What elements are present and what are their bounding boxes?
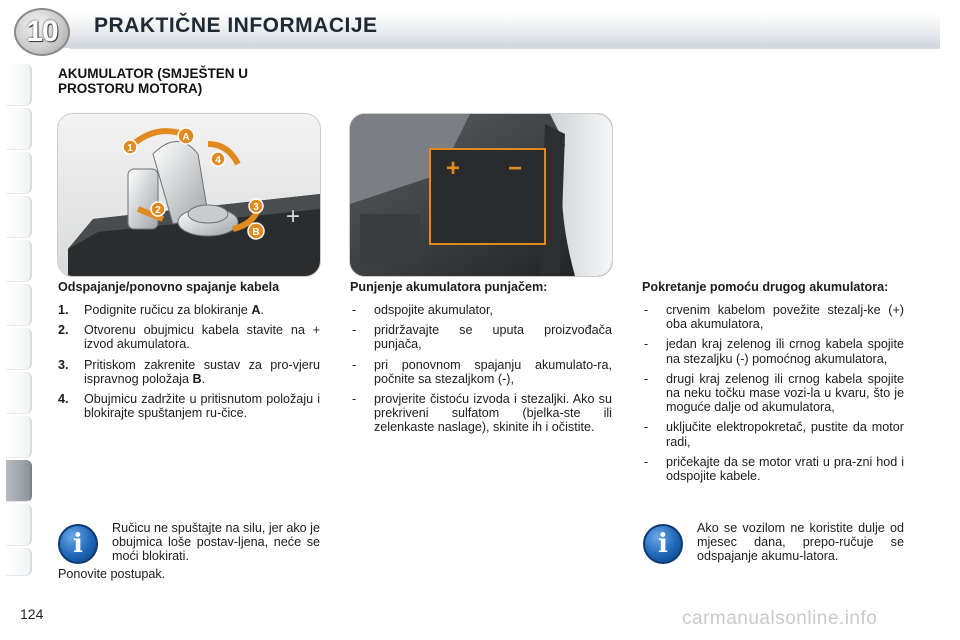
list-item bbox=[642, 455, 904, 483]
step-text: Obujmicu zadržite u pritisnutom položaju i blokirajte spuštanjem ru-čice. bbox=[84, 392, 320, 421]
info-icon: i bbox=[643, 524, 683, 564]
list-item bbox=[58, 358, 320, 386]
chapter-tab[interactable] bbox=[6, 152, 32, 194]
plus-mark: + bbox=[286, 203, 301, 230]
dash-bullet: - bbox=[352, 323, 357, 338]
info-note-followup: Ponovite postupak. bbox=[58, 567, 166, 581]
dash-bullet: - bbox=[644, 371, 649, 386]
charging-section bbox=[350, 280, 612, 441]
battery-clamp-illustration bbox=[57, 113, 321, 277]
step-text: Podignite ručicu za blokiranje bbox=[84, 303, 252, 317]
callout-b bbox=[248, 223, 264, 239]
page-number: 124 bbox=[20, 606, 44, 622]
callout-3 bbox=[249, 199, 263, 213]
page-header bbox=[0, 0, 960, 56]
callout-2 bbox=[151, 202, 165, 216]
item-text: crvenim kabelom povežite stezalj-ke (+) oba akumulatora, bbox=[666, 303, 904, 332]
item-text: pridržavajte se uputa proizvođača punjača, bbox=[374, 323, 612, 352]
svg-text:4: 4 bbox=[215, 155, 221, 166]
negative-terminal-mark: − bbox=[508, 155, 523, 182]
step-text-bold: B bbox=[192, 371, 202, 386]
chapter-tabs bbox=[0, 64, 36, 576]
section-title bbox=[58, 66, 338, 96]
chapter-title: PRAKTIČNE INFORMACIJE bbox=[94, 14, 378, 37]
chapter-tab[interactable] bbox=[6, 64, 32, 106]
disconnect-reconnect-section bbox=[58, 280, 320, 426]
section-heading: Pokretanje pomoću drugog akumulatora: bbox=[642, 280, 889, 294]
section-heading: Punjenje akumulatora punjačem: bbox=[350, 280, 548, 294]
item-text: odspojite akumulator, bbox=[374, 303, 494, 317]
section-heading: Odspajanje/ponovno spajanje kabela bbox=[58, 280, 280, 294]
chapter-tab[interactable] bbox=[6, 328, 32, 370]
list-item bbox=[350, 358, 612, 386]
dash-bullet: - bbox=[644, 337, 649, 352]
chapter-tab[interactable] bbox=[6, 196, 32, 238]
step-text-bold: A bbox=[251, 303, 261, 317]
list-item bbox=[350, 392, 612, 435]
chapter-tab[interactable] bbox=[6, 108, 32, 150]
step-number: 4. bbox=[58, 392, 69, 407]
step-text: Pritiskom zakrenite sustav za pro-vjeru ispravnog položaja bbox=[84, 357, 320, 386]
svg-text:1: 1 bbox=[127, 143, 133, 154]
info-note: Ručicu ne spuštajte na silu, jer ako je obujmica loše postav-ljena, neće se moći blokirati. bbox=[112, 521, 320, 563]
step-number: 3. bbox=[58, 357, 69, 372]
info-icon: i bbox=[58, 524, 98, 564]
jump-start-section bbox=[642, 280, 904, 489]
item-text: pričekajte da se motor vrati u pra-zni hod i odspojite kabele. bbox=[666, 454, 904, 484]
svg-text:3: 3 bbox=[253, 202, 259, 213]
engine-bay-drawing bbox=[350, 114, 612, 276]
list-item bbox=[642, 420, 904, 448]
callout-4 bbox=[211, 152, 225, 166]
chapter-tab[interactable] bbox=[6, 504, 32, 546]
step-number: 1. bbox=[58, 303, 69, 317]
section-title-line: PROSTORU MOTORA) bbox=[58, 81, 203, 96]
chapter-tab[interactable] bbox=[6, 548, 32, 576]
chapter-tab[interactable] bbox=[6, 240, 32, 282]
info-note: Ako se vozilom ne koristite dulje od mjesec dana, prepo-ručuje se odspajanje akumu-latora. bbox=[697, 521, 904, 563]
dash-bullet: - bbox=[352, 392, 357, 407]
item-text: pri ponovnom spajanju akumulato-ra, počnite sa stezaljkom (-), bbox=[374, 357, 612, 386]
list-item bbox=[58, 323, 320, 351]
chapter-tab[interactable] bbox=[6, 416, 32, 458]
chapter-tab-active[interactable] bbox=[6, 460, 32, 502]
step-number: 2. bbox=[58, 323, 69, 338]
dash-bullet: - bbox=[644, 420, 649, 435]
item-text: drugi kraj zelenog ili crnog kabela spojite na neku točku mase vozi-la u kvaru, što je moguće dalje od akumulatora, bbox=[666, 371, 904, 415]
section-title-line: AKUMULATOR (SMJEŠTEN U bbox=[58, 66, 249, 81]
dash-bullet: - bbox=[352, 357, 357, 372]
list-item bbox=[350, 303, 612, 317]
list-item bbox=[350, 323, 612, 351]
svg-text:2: 2 bbox=[155, 205, 161, 216]
step-text-end: . bbox=[201, 371, 206, 386]
watermark: carmanualsonline.info bbox=[682, 608, 878, 629]
list-item bbox=[642, 303, 904, 331]
callout-a bbox=[178, 128, 194, 144]
svg-text:B: B bbox=[252, 227, 260, 238]
item-text: uključite elektropokretač, pustite da motor radi, bbox=[666, 420, 904, 449]
item-text: provjerite čistoću izvoda i stezaljki. Ako su prekriveni sulfatom (bjelka-ste ili zelenkaste naslage), skinite ih i očistite. bbox=[374, 392, 612, 435]
header-divider bbox=[70, 47, 940, 49]
list-item bbox=[58, 392, 320, 420]
chapter-tab[interactable] bbox=[6, 284, 32, 326]
battery-clamp-drawing bbox=[58, 114, 320, 276]
list-item bbox=[642, 372, 904, 415]
list-item bbox=[58, 303, 320, 317]
chapter-tab[interactable] bbox=[6, 372, 32, 414]
item-text: jedan kraj zelenog ili crnog kabela spojite na stezaljku (-) pomoćnog akumulatora, bbox=[666, 337, 904, 366]
dash-bullet: - bbox=[352, 303, 357, 317]
chapter-badge: 10 bbox=[14, 8, 70, 56]
dash-bullet: - bbox=[644, 303, 649, 317]
positive-terminal-mark: + bbox=[446, 155, 461, 182]
dash-bullet: - bbox=[644, 454, 649, 469]
step-text: Otvorenu obujmicu kabela stavite na + izvod akumulatora. bbox=[84, 323, 320, 352]
svg-text:A: A bbox=[182, 132, 190, 143]
step-text-end: . bbox=[260, 303, 264, 317]
list-item bbox=[642, 337, 904, 365]
callout-1 bbox=[123, 140, 137, 154]
engine-bay-battery-photo bbox=[349, 113, 613, 277]
